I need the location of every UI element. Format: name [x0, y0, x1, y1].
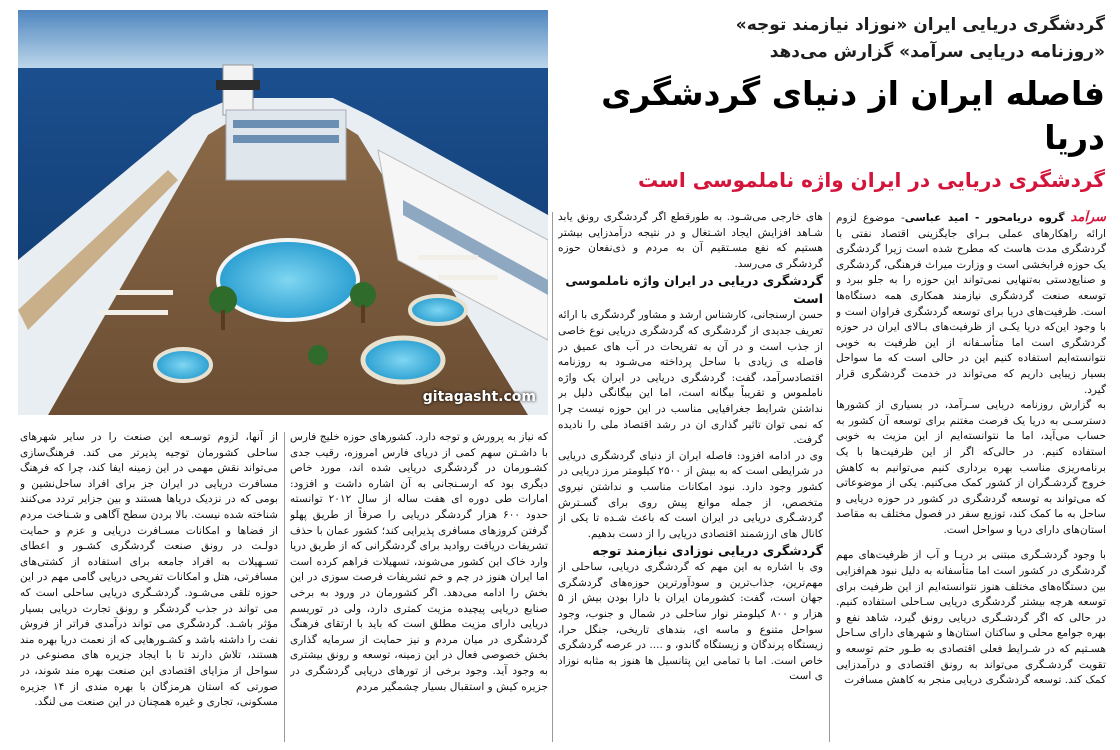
column-right [836, 210, 1106, 748]
column-lower-right-text: که نیاز به پرورش و توجه دارد. کشورهای حوزه خلیج فارس با داشـتن سهم کمی از دریای فارس امروزه، رقیب جدی کشـورمان در گردشگری دریایی شده اند، مورد خاص دیگری بود که ارسـنجانی به آن اشاره داشت و افزود: امارات طی دوره ای هفت ساله از سال ۲۰۱۲ توانسته حدود ۶۰۰ هزار گردشگر دریایی را صرفاً از طریق پهلو گرفتن کروزهای مسافری پذیرایی کند؛ کشور عمان با حذف تشریفات دریافت روادید برای گردشگرانی که از طریق دریا وارد خاک این کشور می‌شوند، تسهیلات فراهم کرده است اما ایران هنوز در چم و خم تشریفات فرصت سوزی در این بخش را ادامه می‌دهد. اگر کشورمان در ورود به برخی صنایع دریایی پیچیده مزیت کمتری دارد، ولی در توریسم دریایی دارای مزیت مطلق است که باید با ارتقای فرهنگ گردشگری در میان مردم و نیز حمایت از سرمایه گذاری بخش خصوصی فعال در این زمینه، توسعه و رونق بیشتری به وجود آید. وجود برخی از تورهای دریایی گردشگری در جزیره کیش و استقبال بسیار چشمگیر مردم [290, 431, 548, 693]
column-lower-left [20, 430, 278, 748]
column-middle-p3: وی در ادامه افزود: فاصله ایران از دنیای گردشگری دریایی در شرایطی است که به بیش از ۲۵۰۰ کیلومتر مرز دریایی در کشور وجود دارد. نبود امکانات مناسب و نداشتن نیروی متخصص، از جمله موانع پیش روی برای گسـترش گردشـگری دریایی در ایران است که باعث شـده تا یکی از کانال های ارزشمند اقتصادی دریایی را از دست بدهیم. [558, 449, 823, 540]
kicker-line-2: «روزنامه دریایی سرآمد» گزارش می‌دهد [769, 42, 1105, 62]
column-divider [552, 212, 553, 742]
column-middle [558, 210, 823, 748]
column-right-intro [836, 210, 1106, 398]
column-right-p1: - موضوع لزوم ارائه راهکارهای عملی بـرای جایگزینی اقتصاد نفتی با گردشگری مدت هاست که مطرح شده است زیرا گردشگری یک حوزه فرابخشی است و وزارت میراث فرهنگی، گردشگری و صنایع‌دستی به‌تنهایی نمی‌تواند این حوزه را به جلو ببرد و توسعه صنعت گردشگری نیازمند همکاری همه دستگاه‌ها است. ظرفیت‌های دریا برای توسعه گردشگری فراوان است و با وجود این‌که دریا یکـی از ظرفیت‌های بـالای ایران در حوزه گردشگری است اما متأسـفانه از این ظرفیت به خوبی نتوانسته‌ایم استفاده کنیم این در حالی است که ما سواحل بسیار زیبایی داریم که می‌تواند در خدمت گردشگری قرار گیرد. [836, 212, 1106, 396]
subheading-2: گردشگری دریایی نوزادی نیازمند توجه [592, 543, 823, 559]
column-right-p3: با وجود گردشـگری مبتنی بر دریـا و آب از ظرفیت‌های مهم گردشگری در کشور است اما متأسفانه به دلیل نبود هم‌افزایی بین دستگاه‌های مختلف هنوز نتوانسته‌ایم از این ظرفیت برای توسعه هرچه بیشتر گردشگری دریایی سـاحلی استفاده کنیم. در حالی که اگر گردشـگری دریایی رونق گیرد، شاهد نفع و بهره جوامع محلی و ساکنان استان‌ها و شهرهای دارای سـاحل هسـتیم که در شـرایط فعلی اقتصادی به طـور حتم توسعه و تقویت گردشـگری می‌تواند به رونق اقتصادی و درآمدزایی کمک کند. توسعه گردشگری دریایی منجر به کاهش مسافرت [836, 549, 1106, 687]
byline: گروه دریامحور - امید عباسی [904, 212, 1065, 224]
column-right-p2: به گزارش روزنامه دریایی سـرآمد، در بسیاری از کشورها دسترسـی به دریا یک فرصت مغتنم برای توسعه آن کشور به حساب می‌آید، اما ما نتوانسته‌ایم از این مزیت به خوبی استفاده کنیم. در حالی‌که اگر از این ظرفیت‌ها با یک برنامه‌ریزی مناسب بهره برداری کنیم می‌توانیم به کاهش خروج گردشـگران از کشور کمک می‌کنیم. یکی از موضوعاتی که می‌تواند به توسعه گردشگری در کشور در حوزه دریایی و ساحل به ما کمک کند، توزیع سفر در فصول مختلف به مقاصد استان‌های دارای دریا و سواحل است. [836, 399, 1106, 536]
column-divider [829, 212, 830, 742]
column-lower-left-text: از آنها، لزوم توسـعه این صنعت را در سایر شهرهای ساحلی کشورمان توجیه پذیرتر می کند. فرهنگ‌سازی می‌تواند نقش مهمی در این زمینه ایفا کند، چرا که فرهنگ مسافرت دریایی در ایران جز برای افراد ساحل‌نشین و بومی که در نزدیک دریاها هستند و بین جزایر تردد می‌کنند شناخته شده نیست. بالا بردن سطح آگاهی و شـناخت مردم از فضاها و امکانات مسـافرت دریایی و عزم و حمایت دولـت در رونق صنعت گردشگری کشـور و اعطای تسـهیلات به افراد جامعه برای استفاده از کشتی‌های مسافرتی، هتل و امکانات تفریحی دریایی گامی مهم در این حوزه تلقی می‌شـود. گردشـگری دریایی ساحلی است که می تواند در جذب گردشگر و رونق تجارت دریایی بسیار مؤثر باشـد. گردشگری می تواند درآمدی فراتر از فروش نفت را داشته باشد و کشـورهایی که از نعمت دریا بهره مند هستند، تلاش دارند تا با ایجاد جزیره های مصنوعی در سواحل از مزایای اقتصادی این صنعت بهره مند شوند، در صورتی که استان هرمزگان با بهره مندی از ۱۴ جزیره مسکونی، تجاری و غیره همچنان در این صنعت می لنگد. [20, 431, 278, 709]
kicker-line-1: گردشگری دریایی ایران «نوزاد نیازمند توجه» [735, 15, 1105, 35]
photo-watermark: gitagasht.com [422, 389, 536, 405]
article-subtitle: گردشگری دریایی در ایران واژه ناملموسی است [638, 168, 1105, 192]
column-lower-right [290, 430, 548, 748]
newspaper-logo: سرآمد [1070, 210, 1106, 225]
column-middle-p4: وی با اشاره به این مهم که گردشگری دریایی، ساحلی از مهم‌ترین، جذاب‌ترین و سودآورترین حوزه‌های گردشگری جهان است، گفت: کشورمان ایران با دارا بودن بیش از ۵ هزار و ۸۰۰ کیلومتر نوار ساحلی در شمال و جنوب، وجود سواحل متنوع و ماسه ای، بندهای تاریخی، جنگل حرا، زیستگاه پرندگان و زیستگاه گاندو، و .... در عرصه گردشگری خاص است. اما با تمامی این پتانسیل ها هنوز به مثابه نوزاد ی است [558, 561, 823, 683]
column-divider [284, 432, 285, 742]
column-middle-p1: های خارجی می‌شـود. به طورقطع اگر گردشگری رونق یابد شـاهد افزایش ایجاد اشـتغال و در نتیجه درآمدزایی بیشتر هستیم که نفع مسـتقیم آن به مردم و ذی‌نفعان حوزه گردشگر ی می‌رسد. [558, 211, 823, 270]
subheading-1: گردشگری دریایی در ایران واژه ناملموسی است [565, 273, 823, 307]
cruise-ship-illustration [18, 10, 548, 415]
article-title: فاصله ایران از دنیای گردشگری دریا [601, 74, 1105, 157]
cruise-ship-photo [18, 10, 548, 415]
column-middle-p2: حسن ارسنجانی، کارشناس ارشد و مشاور گردشگری با ارائه تعریف جدیدی از گردشگری که گردشگری دریایی نوع خاصی از جذب است و در آن به تفریحات در آب های عمیق در فاصله ی زیادی با ساحل پرداخته می‌شـود به روزنامه اقتصادسرآمد، گفت: گردشگری دریایی در ایران یک واژه ناملموس و تقریباً بیگانه است، اما این بیگانگی دلیل بر نداشتن شرایط جغرافیایی مناسب در این حوزه نیست چرا که نمی توان تاثیر گذاری ان در رشد اقتصاد ملی را نادیده گرفت. [558, 309, 823, 447]
article-headline-block [560, 12, 1105, 194]
